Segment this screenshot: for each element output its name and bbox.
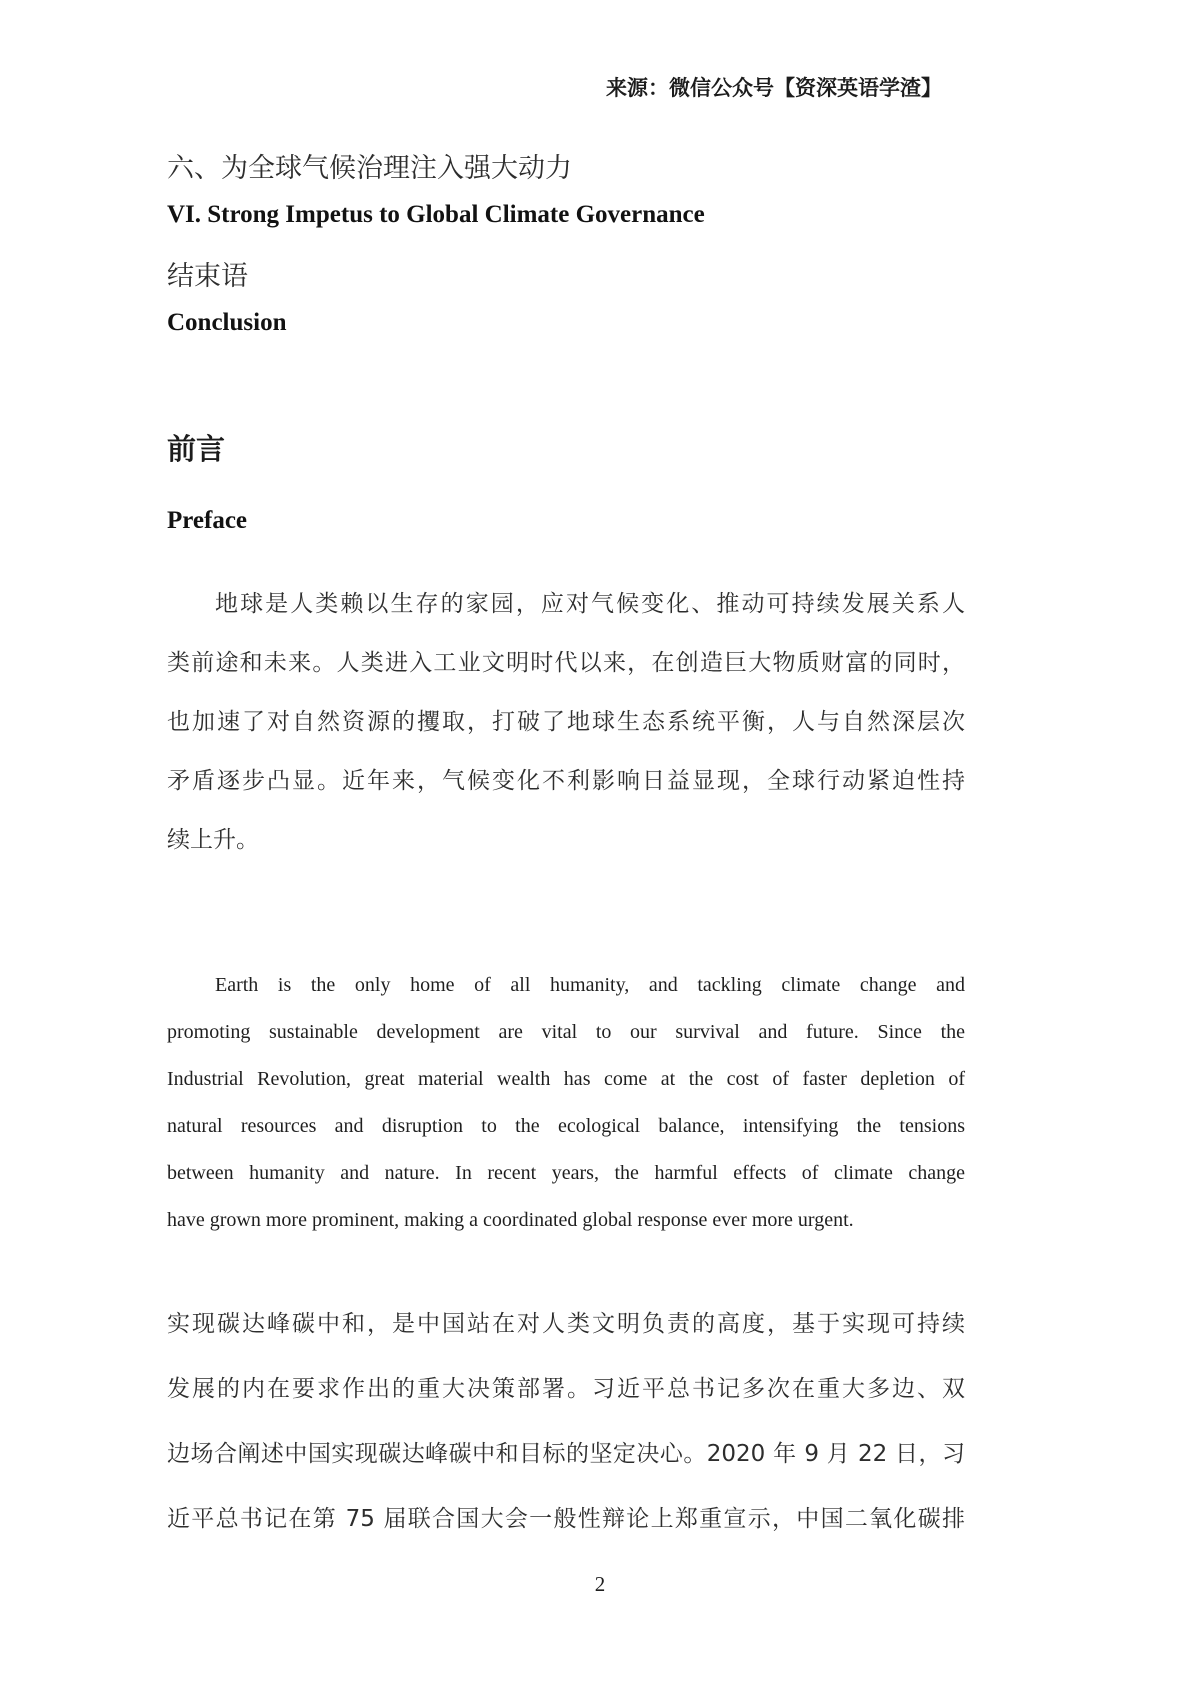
text-line: 也加速了对自然资源的攫取，打破了地球生态系统平衡，人与自然深层次: [167, 709, 965, 735]
text-line: 发展的内在要求作出的重大决策部署。习近平总书记多次在重大多边、双: [167, 1376, 965, 1402]
text-line: 续上升。: [167, 827, 259, 853]
header-source-label: 来源：微信公众号【资深英语学渣】: [606, 75, 942, 100]
heading-conclusion-en: Conclusion: [167, 309, 287, 336]
text-line: 地球是人类赖以生存的家园，应对气候变化、推动可持续发展关系人: [215, 591, 965, 617]
text-line: Industrial Revolution, great material wealth has come at the cost of faster depletion of: [167, 1068, 965, 1090]
text-line: Earth is the only home of all humanity, and tackling climate change and: [215, 974, 965, 996]
heading-section6-en: VI. Strong Impetus to Global Climate Governance: [167, 201, 705, 228]
text-line: 近平总书记在第 75 届联合国大会一般性辩论上郑重宣示，中国二氧化碳排: [167, 1506, 965, 1532]
heading-conclusion-zh: 结束语: [167, 261, 248, 292]
heading-preface-en: Preface: [167, 507, 248, 534]
text-line: promoting sustainable development are vital to our survival and future. Since the: [167, 1021, 965, 1043]
text-line: natural resources and disruption to the ecological balance, intensifying the tensions: [167, 1115, 965, 1137]
text-line: have grown more prominent, making a coordinated global response ever more urgent.: [167, 1209, 854, 1231]
paragraph-en-intro: [167, 962, 965, 1244]
text-line: between humanity and nature. In recent years, the harmful effects of climate change: [167, 1162, 965, 1184]
text-line: 矛盾逐步凸显。近年来，气候变化不利影响日益显现，全球行动紧迫性持: [167, 768, 965, 794]
text-line: 实现碳达峰碳中和，是中国站在对人类文明负责的高度，基于实现可持续: [167, 1311, 965, 1337]
page-number: 2: [594, 1572, 606, 1596]
heading-preface-zh: 前言: [167, 432, 226, 466]
text-line: 边场合阐述中国实现碳达峰碳中和目标的坚定决心。2020 年 9 月 22 日，习: [167, 1441, 965, 1467]
paragraph-zh-carbon: [167, 1292, 965, 1552]
paragraph-zh-intro: [167, 575, 965, 870]
heading-section6-zh: 六、为全球气候治理注入强大动力: [167, 153, 572, 184]
text-line: 类前途和未来。人类进入工业文明时代以来，在创造巨大物质财富的同时，: [167, 650, 965, 676]
